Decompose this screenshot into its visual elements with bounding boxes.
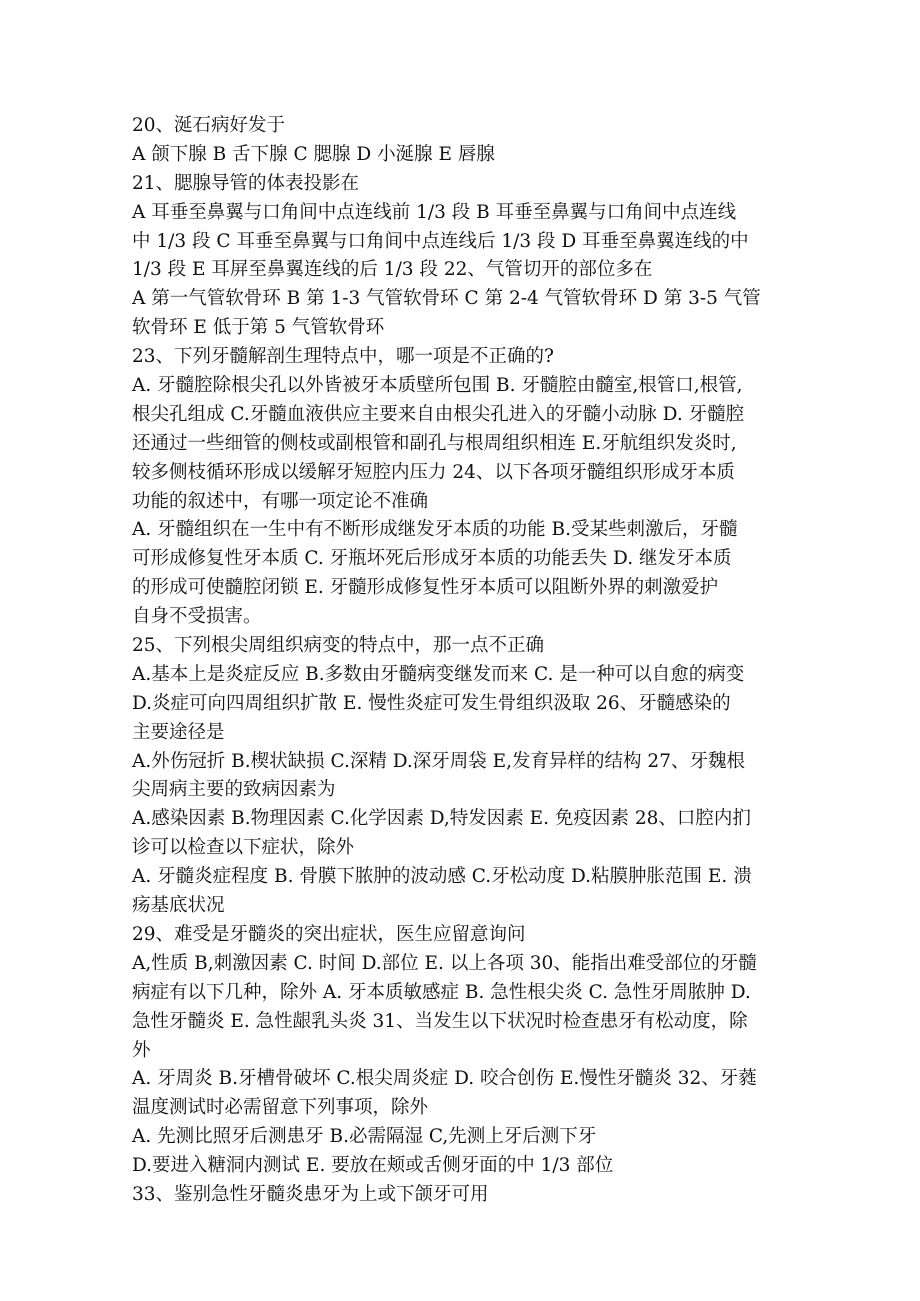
text-line: A.感染因素 B.物理因素 C.化学因素 D,特发因素 E. 免疫因素 28、口腔内扪 — [132, 808, 751, 830]
text-line: 中 1/3 段 C 耳垂至鼻翼与口角间中点连线后 1/3 段 D 耳垂至鼻翼连线的中 — [132, 230, 749, 252]
text-line: D.炎症可向四周组织扩散 E. 慢性炎症可发生骨组织汲取 26、牙髓感染的 — [132, 692, 731, 714]
text-line: 20、涎石病好发于 — [132, 115, 286, 136]
text-line: 的形成可使髓腔闭锁 E. 牙髓形成修复性牙本质可以阻断外界的刺激爱护 — [132, 577, 719, 599]
text-line: A. 先测比照牙后测患牙 B.必需隔湿 C,先测上牙后测下牙 — [132, 1126, 597, 1148]
text-line: A. 牙髓腔除根尖孔以外皆被牙本质壁所包围 B. 牙髓腔由髓室,根管口,根管, — [132, 375, 743, 397]
text-line: 还通过一些细管的侧枝或副根管和副孔与根周组织相连 E.牙航组织发炎时, — [132, 432, 737, 454]
text-line: A 第一气管软骨环 B 第 1-3 气管软骨环 C 第 2-4 气管软骨环 D 第 3-5 气管 — [132, 288, 761, 310]
text-line: 软骨环 E 低于第 5 气管软骨环 — [132, 317, 385, 339]
text-line: 29、难受是牙髓炎的突出症状，医生应留意询问 — [132, 923, 526, 945]
text-line: 较多侧枝循环形成以缓解牙短腔内压力 24、以下各项牙髓组织形成牙本质 — [132, 461, 735, 483]
text-line: 外 — [132, 1039, 151, 1061]
text-line: A. 牙髓炎症程度 B. 骨膜下脓肿的波动感 C.牙松动度 D.粘膜肿胀范围 E. 溃 — [132, 866, 752, 888]
text-line: 1/3 段 E 耳屏至鼻翼连线的后 1/3 段 22、气管切开的部位多在 — [132, 259, 653, 281]
text-line: A.外伤冠折 B.楔状缺损 C.深精 D.深牙周袋 E,发育异样的结构 27、牙魏根 — [132, 750, 745, 772]
text-line: 温度测试时必需留意下列事项，除外 — [132, 1097, 429, 1119]
text-line: A 耳垂至鼻翼与口角间中点连线前 1/3 段 B 耳垂至鼻翼与口角间中点连线 — [132, 201, 737, 223]
text-line: D.要进入糖洞内测试 E. 要放在颊或舌侧牙面的中 1/3 部位 — [132, 1155, 614, 1177]
document-body — [132, 112, 792, 1210]
text-line: 23、下列牙髓解剖生理特点中，哪一项是不正确的? — [132, 346, 554, 368]
text-line: 主要途径是 — [132, 721, 225, 743]
text-line: 功能的叙述中，有哪一项定论不准确 — [132, 490, 429, 512]
text-line: 疡基底状况 — [132, 895, 225, 917]
text-line: 根尖孔组成 C.牙髓血液供应主要来自由根尖孔进入的牙髓小动脉 D. 牙髓腔 — [132, 403, 745, 425]
text-line: 21、腮腺导管的体表投影在 — [132, 172, 360, 194]
text-line: 25、下列根尖周组织病变的特点中，那一点不正确 — [132, 635, 545, 657]
text-line: A.基本上是炎症反应 B.多数由牙髓病变继发而来 C. 是一种可以自愈的病变 — [132, 663, 745, 685]
text-line: A,性质 B,刺激因素 C. 时间 D.部位 E. 以上各项 30、能指出难受部位的牙髓 — [132, 952, 757, 974]
text-line: A. 牙周炎 B.牙槽骨破坏 C.根尖周炎症 D. 咬合创伤 E.慢性牙髓炎 32、牙蕤 — [132, 1068, 757, 1090]
text-line: A 颌下腺 B 舌下腺 C 腮腺 D 小涎腺 E 唇腺 — [132, 143, 495, 165]
text-line: 病症有以下几种，除外 A. 牙本质敏感症 B. 急性根尖炎 C. 急性牙周脓肿 D. — [132, 981, 751, 1003]
text-line: 尖周病主要的致病因素为 — [132, 779, 336, 801]
text-line: 诊可以检查以下症状，除外 — [132, 837, 355, 859]
text-line: 33、鉴别急性牙髓炎患牙为上或下颌牙可用 — [132, 1183, 489, 1205]
text-line: 急性牙髓炎 E. 急性龈乳头炎 31、当发生以下状况时检查患牙有松动度，除 — [132, 1010, 748, 1032]
text-line: 自身不受损害。 — [132, 606, 262, 628]
text-line: 可形成修复性牙本质 C. 牙瓶坏死后形成牙本质的功能丢失 D. 继发牙本质 — [132, 548, 732, 570]
text-line: A. 牙髓组织在一生中有不断形成继发牙本质的功能 B.受某些刺激后，牙髓 — [132, 519, 738, 541]
